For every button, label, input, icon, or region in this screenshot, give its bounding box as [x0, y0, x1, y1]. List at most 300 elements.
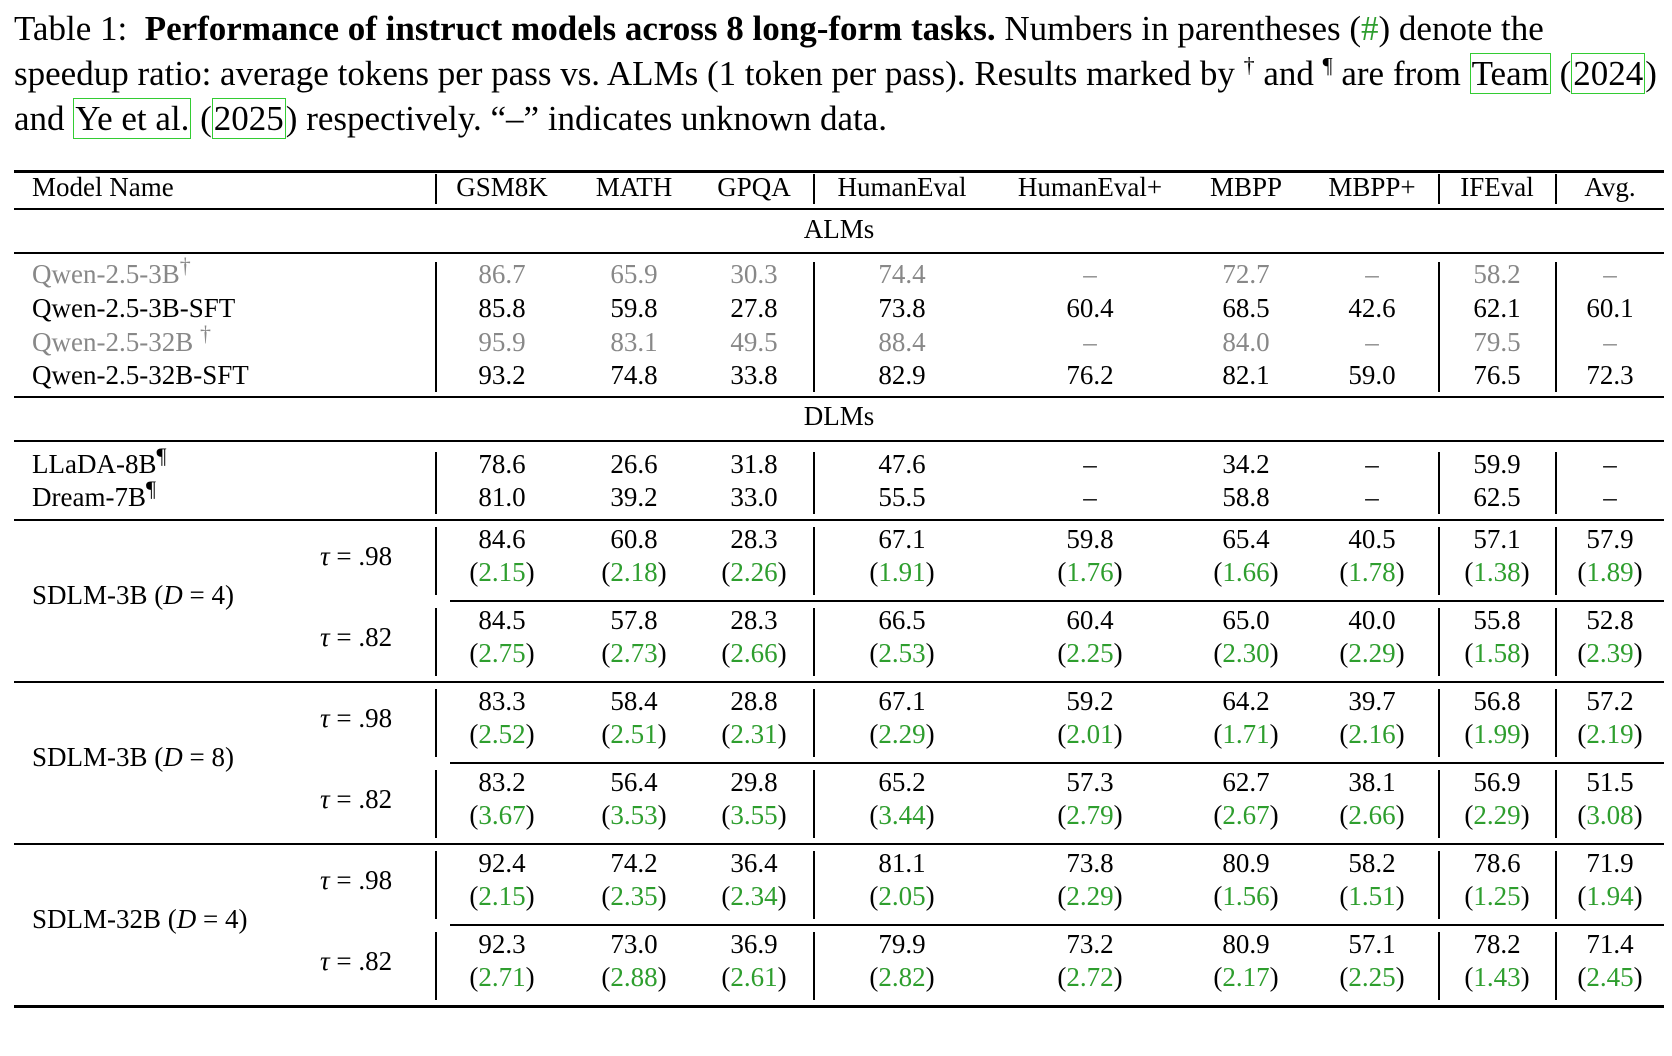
value-cell: 30.3 — [730, 259, 778, 289]
value-cell: 59.8 — [1066, 524, 1114, 554]
column-separator — [813, 174, 815, 204]
model-name — [32, 321, 211, 359]
speedup-cell — [1464, 556, 1529, 589]
paren-close: ) — [1633, 719, 1643, 749]
speedup-cell — [1577, 961, 1642, 994]
speedup-value: 2.34 — [730, 881, 778, 911]
column-separator — [1438, 174, 1440, 204]
speedup-cell — [469, 961, 534, 994]
group-model-name — [32, 579, 234, 612]
column-separator — [1438, 770, 1440, 838]
speedup-value: 3.44 — [878, 800, 926, 830]
paren-close: ) — [777, 557, 787, 587]
value-cell: 36.9 — [730, 929, 778, 959]
tau-label — [320, 702, 392, 735]
rule-line — [14, 519, 1664, 521]
value-cell: 73.8 — [1066, 848, 1114, 878]
speedup-value: 2.31 — [730, 719, 778, 749]
speedup-cell — [469, 556, 534, 589]
value-cell: 65.9 — [610, 259, 658, 289]
column-separator — [1555, 932, 1557, 1000]
tau-symbol: τ — [320, 541, 330, 571]
value-cell: 79.5 — [1473, 327, 1521, 357]
rule-line — [14, 396, 1664, 398]
caption-and: and — [1254, 54, 1323, 93]
value-cell: 58.4 — [610, 686, 658, 716]
ref-link-ye[interactable]: Ye et al. — [75, 99, 190, 138]
paren-open: ( — [1577, 557, 1587, 587]
paren-close: ) — [777, 962, 787, 992]
value-cell: 59.8 — [610, 293, 658, 323]
speedup-value: 2.45 — [1586, 962, 1634, 992]
speedup-value: 1.99 — [1473, 719, 1521, 749]
value-cell: 33.8 — [730, 360, 778, 390]
paren-open: ( — [869, 557, 879, 587]
speedup-cell — [1213, 880, 1278, 913]
value-cell: 60.1 — [1586, 293, 1634, 323]
header-gpqa: GPQA — [717, 172, 791, 202]
speedup-cell — [721, 961, 786, 994]
speedup-value: 1.71 — [1222, 719, 1270, 749]
model-name-text: Qwen-2.5-32B-SFT — [32, 360, 249, 390]
speedup-value: 2.88 — [610, 962, 658, 992]
caption-text-4: and — [14, 99, 74, 138]
value-cell: 71.9 — [1586, 848, 1634, 878]
speedup-cell — [1213, 637, 1278, 670]
paren-close: ) — [657, 962, 667, 992]
column-separator — [1438, 932, 1440, 1000]
speedup-cell — [869, 556, 934, 589]
group-name-part: D — [176, 904, 197, 934]
paren-close: ) — [1113, 638, 1123, 668]
value-cell: 85.8 — [478, 293, 526, 323]
value-cell: 80.9 — [1222, 848, 1270, 878]
rule-line — [14, 252, 1664, 254]
paren-close: ) — [657, 638, 667, 668]
speedup-value: 2.17 — [1222, 962, 1270, 992]
paren-close: ) — [1633, 557, 1643, 587]
paren-open: ( — [1464, 962, 1474, 992]
paren-close: ) — [1269, 962, 1279, 992]
value-cell: 82.1 — [1222, 360, 1270, 390]
speedup-cell — [1577, 556, 1642, 589]
column-separator — [435, 770, 437, 838]
paren-close: ) — [525, 962, 535, 992]
speedup-cell — [869, 637, 934, 670]
speedup-value: 2.29 — [1473, 800, 1521, 830]
speedup-value: 1.43 — [1473, 962, 1521, 992]
speedup-cell — [721, 637, 786, 670]
paren-close: ) — [1395, 881, 1405, 911]
rule-line — [450, 762, 1664, 764]
caption-hash: # — [1361, 9, 1379, 48]
column-separator — [1555, 527, 1557, 595]
value-cell: 28.3 — [730, 524, 778, 554]
paren-close: ) — [657, 800, 667, 830]
speedup-cell — [1464, 799, 1529, 832]
value-cell: 93.2 — [478, 360, 526, 390]
speedup-cell — [869, 961, 934, 994]
tau-symbol: τ — [320, 865, 330, 895]
value-cell: 39.2 — [610, 482, 658, 512]
column-separator — [1438, 689, 1440, 757]
paren-open: ( — [1213, 881, 1223, 911]
speedup-value: 2.35 — [610, 881, 658, 911]
paren-open: ( — [1577, 719, 1587, 749]
paren-close: ) — [925, 557, 935, 587]
speedup-cell — [469, 799, 534, 832]
speedup-value: 2.30 — [1222, 638, 1270, 668]
speedup-cell — [601, 637, 666, 670]
value-cell: 83.2 — [478, 767, 526, 797]
value-cell: 59.2 — [1066, 686, 1114, 716]
paren-close: ) — [1633, 881, 1643, 911]
value-cell: 74.2 — [610, 848, 658, 878]
paren-close: ) — [525, 557, 535, 587]
speedup-value: 2.71 — [478, 962, 526, 992]
value-cell: 84.6 — [478, 524, 526, 554]
ref-link-team[interactable]: Team — [1471, 54, 1549, 93]
column-separator — [1555, 689, 1557, 757]
paren-open: ( — [601, 638, 611, 668]
value-cell: 28.3 — [730, 605, 778, 635]
value-cell: 34.2 — [1222, 449, 1270, 479]
value-cell: 60.4 — [1066, 293, 1114, 323]
speedup-value: 2.01 — [1066, 719, 1114, 749]
value-cell: 60.8 — [610, 524, 658, 554]
value-cell: 29.8 — [730, 767, 778, 797]
speedup-cell — [721, 880, 786, 913]
value-cell: 33.0 — [730, 482, 778, 512]
paren-close: ) — [1395, 557, 1405, 587]
caption-label: Table 1: — [14, 9, 128, 48]
value-cell: 56.9 — [1473, 767, 1521, 797]
value-cell: 73.2 — [1066, 929, 1114, 959]
paren-close: ) — [1395, 800, 1405, 830]
model-name-text: LLaDA-8B — [32, 449, 157, 479]
rule-line — [14, 1005, 1664, 1008]
paren-close: ) — [1113, 881, 1123, 911]
speedup-cell — [601, 799, 666, 832]
paren-close: ) — [925, 800, 935, 830]
speedup-value: 1.58 — [1473, 638, 1521, 668]
value-cell: – — [1365, 482, 1379, 512]
tau-value: = .98 — [329, 541, 393, 571]
speedup-cell — [1339, 718, 1404, 751]
paren-open: ( — [721, 557, 731, 587]
paren-close: ) — [1520, 962, 1530, 992]
speedup-value: 1.51 — [1348, 881, 1396, 911]
paren-close: ) — [1113, 962, 1123, 992]
caption-dagger: † — [1243, 52, 1255, 78]
paren-open: ( — [1339, 881, 1349, 911]
table-caption: Table 1: Performance of instruct models across 8 long-form tasks. Numbers in parentheses (#) denote the speedup ratio: average tokens per pass vs. ALMs (1 token per pass). Results marked by † and ¶ are from Team (2024) and Ye et al. (2025) respectively. “–” indicates unknown data. — [14, 9, 1657, 138]
speedup-cell — [1339, 637, 1404, 670]
speedup-cell — [1213, 961, 1278, 994]
model-name-text: Qwen-2.5-3B — [32, 259, 180, 289]
ref-link-ye-year[interactable]: 2025 — [213, 99, 284, 138]
header-humaneval: HumanEval — [837, 172, 967, 202]
speedup-value: 2.25 — [1066, 638, 1114, 668]
value-cell: 78.6 — [1473, 848, 1521, 878]
value-cell: 71.4 — [1586, 929, 1634, 959]
paren-open: ( — [1464, 638, 1474, 668]
speedup-value: 3.67 — [478, 800, 526, 830]
speedup-cell — [1339, 556, 1404, 589]
speedup-value: 2.05 — [878, 881, 926, 911]
speedup-value: 1.66 — [1222, 557, 1270, 587]
paren-open: ( — [721, 800, 731, 830]
speedup-cell — [721, 718, 786, 751]
column-separator — [435, 689, 437, 757]
paren-close: ) — [1113, 800, 1123, 830]
group-name-part: SDLM-3B ( — [32, 580, 164, 610]
speedup-value: 1.91 — [878, 557, 926, 587]
paren-close: ) — [1269, 881, 1279, 911]
paren-open: ( — [601, 962, 611, 992]
caption-title: Performance of instruct models across 8 long-form tasks. — [144, 9, 996, 48]
rule-line — [14, 208, 1664, 210]
speedup-cell — [1339, 961, 1404, 994]
value-cell: 64.2 — [1222, 686, 1270, 716]
rule-line — [14, 681, 1664, 683]
value-cell: 73.8 — [878, 293, 926, 323]
paren-open: ( — [469, 719, 479, 749]
paren-open: ( — [1213, 800, 1223, 830]
value-cell: 57.1 — [1348, 929, 1396, 959]
column-separator — [435, 851, 437, 919]
paren-open: ( — [721, 719, 731, 749]
value-cell: – — [1083, 482, 1097, 512]
speedup-value: 1.56 — [1222, 881, 1270, 911]
column-separator — [435, 932, 437, 1000]
paren-close: ) — [925, 719, 935, 749]
speedup-value: 2.79 — [1066, 800, 1114, 830]
header-mbpp-: MBPP+ — [1328, 172, 1416, 202]
paren-open: ( — [1213, 557, 1223, 587]
value-cell: 78.6 — [478, 449, 526, 479]
column-separator — [813, 851, 815, 919]
speedup-value: 2.15 — [478, 557, 526, 587]
ref-link-team-year[interactable]: 2024 — [1573, 54, 1644, 93]
column-separator — [1438, 527, 1440, 595]
column-separator — [1555, 851, 1557, 919]
column-separator — [813, 262, 815, 392]
paren-close: ) — [525, 800, 535, 830]
value-cell: 56.4 — [610, 767, 658, 797]
tau-value: = .98 — [329, 865, 393, 895]
value-cell: 57.1 — [1473, 524, 1521, 554]
speedup-cell — [469, 718, 534, 751]
speedup-cell — [721, 799, 786, 832]
column-separator — [1438, 608, 1440, 676]
speedup-cell — [869, 718, 934, 751]
results-table — [14, 170, 1664, 1046]
value-cell: 66.5 — [878, 605, 926, 635]
paren-close: ) — [1633, 800, 1643, 830]
paren-open: ( — [469, 638, 479, 668]
column-separator — [813, 932, 815, 1000]
column-separator — [435, 452, 437, 514]
tau-value: = .98 — [329, 703, 393, 733]
paren-close: ) — [657, 557, 667, 587]
speedup-cell — [1464, 961, 1529, 994]
group-name-part: = 4) — [196, 904, 248, 934]
speedup-value: 2.25 — [1348, 962, 1396, 992]
value-cell: 52.8 — [1586, 605, 1634, 635]
value-cell: 72.3 — [1586, 360, 1634, 390]
paren-open: ( — [469, 800, 479, 830]
paren-open: ( — [1057, 962, 1067, 992]
paren-open: ( — [1057, 719, 1067, 749]
speedup-value: 2.29 — [1348, 638, 1396, 668]
speedup-value: 1.89 — [1586, 557, 1634, 587]
paren-close: ) — [525, 881, 535, 911]
speedup-cell — [469, 880, 534, 913]
speedup-value: 2.16 — [1348, 719, 1396, 749]
speedup-cell — [721, 556, 786, 589]
value-cell: 67.1 — [878, 686, 926, 716]
value-cell: 95.9 — [478, 327, 526, 357]
value-cell: 76.2 — [1066, 360, 1114, 390]
value-cell: 92.4 — [478, 848, 526, 878]
rule-line — [14, 843, 1664, 845]
value-cell: 92.3 — [478, 929, 526, 959]
speedup-value: 2.39 — [1586, 638, 1634, 668]
paren-open: ( — [1339, 638, 1349, 668]
paren-close: ) — [925, 638, 935, 668]
speedup-cell — [1577, 880, 1642, 913]
header-math: MATH — [595, 172, 673, 202]
speedup-cell — [1464, 718, 1529, 751]
paren-close: ) — [1520, 800, 1530, 830]
tau-symbol: τ — [320, 622, 330, 652]
paren-close: ) — [925, 962, 935, 992]
paren-open: ( — [869, 962, 879, 992]
value-cell: 42.6 — [1348, 293, 1396, 323]
paren-close: ) — [1269, 557, 1279, 587]
value-cell: 76.5 — [1473, 360, 1521, 390]
section-label-alms: ALMs — [803, 214, 875, 244]
value-cell: – — [1083, 259, 1097, 289]
speedup-value: 2.18 — [610, 557, 658, 587]
value-cell: 58.2 — [1473, 259, 1521, 289]
paren-open: ( — [1057, 557, 1067, 587]
value-cell: 57.9 — [1586, 524, 1634, 554]
speedup-cell — [601, 556, 666, 589]
paren-close: ) — [1633, 962, 1643, 992]
paren-close: ) — [777, 638, 787, 668]
model-name — [32, 359, 249, 392]
paren-open: ( — [869, 638, 879, 668]
speedup-cell — [469, 637, 534, 670]
paren-open: ( — [1577, 962, 1587, 992]
value-cell: 55.5 — [878, 482, 926, 512]
rule-line — [450, 600, 1664, 602]
column-separator — [1438, 262, 1440, 392]
group-name-part: = 8) — [182, 742, 234, 772]
column-separator — [813, 608, 815, 676]
value-cell: 65.4 — [1222, 524, 1270, 554]
column-separator — [1555, 770, 1557, 838]
value-cell: 40.0 — [1348, 605, 1396, 635]
value-cell: 88.4 — [878, 327, 926, 357]
tau-symbol: τ — [320, 946, 330, 976]
value-cell: 57.8 — [610, 605, 658, 635]
value-cell: 74.8 — [610, 360, 658, 390]
paren-open: ( — [601, 557, 611, 587]
speedup-cell — [1057, 637, 1122, 670]
speedup-cell — [1213, 556, 1278, 589]
speedup-value: 2.82 — [878, 962, 926, 992]
column-separator — [1555, 262, 1557, 392]
value-cell: 60.4 — [1066, 605, 1114, 635]
value-cell: 86.7 — [478, 259, 526, 289]
group-name-part: D — [163, 742, 183, 772]
column-separator — [1555, 608, 1557, 676]
paren-open: ( — [469, 881, 479, 911]
speedup-value: 1.38 — [1473, 557, 1521, 587]
rule-line — [450, 924, 1664, 926]
paren-open: ( — [1057, 800, 1067, 830]
paren-close: ) — [1395, 962, 1405, 992]
paren-close: ) — [777, 881, 787, 911]
tau-label — [320, 945, 392, 978]
value-cell: 62.1 — [1473, 293, 1521, 323]
value-cell: 36.4 — [730, 848, 778, 878]
speedup-value: 1.94 — [1586, 881, 1634, 911]
speedup-cell — [1057, 799, 1122, 832]
speedup-value: 3.53 — [610, 800, 658, 830]
paren-open: ( — [721, 962, 731, 992]
tau-label — [320, 621, 392, 654]
value-cell: 49.5 — [730, 327, 778, 357]
speedup-value: 2.67 — [1222, 800, 1270, 830]
value-cell: – — [1083, 449, 1097, 479]
speedup-cell — [1057, 556, 1122, 589]
value-cell: 55.8 — [1473, 605, 1521, 635]
column-separator — [1555, 452, 1557, 514]
source-mark: ¶ — [156, 443, 167, 468]
speedup-cell — [1577, 718, 1642, 751]
paren-close: ) — [1113, 719, 1123, 749]
speedup-cell — [1057, 961, 1122, 994]
column-separator — [435, 608, 437, 676]
value-cell: 58.2 — [1348, 848, 1396, 878]
value-cell: 38.1 — [1348, 767, 1396, 797]
value-cell: – — [1365, 327, 1379, 357]
paren-open: ( — [1213, 962, 1223, 992]
value-cell: 82.9 — [878, 360, 926, 390]
paren-close: ) — [1395, 719, 1405, 749]
group-name-part: = 4) — [182, 580, 234, 610]
value-cell: 39.7 — [1348, 686, 1396, 716]
model-name — [32, 253, 191, 291]
value-cell: 65.2 — [878, 767, 926, 797]
caption-text-2: ) denote the speedup ratio: average tokens per pass vs. ALMs (1 token per pass). Results marked by — [14, 9, 1544, 93]
paren-open: ( — [869, 881, 879, 911]
speedup-value: 2.26 — [730, 557, 778, 587]
speedup-value: 2.51 — [610, 719, 658, 749]
speedup-value: 2.53 — [878, 638, 926, 668]
group-name-part: SDLM-32B ( — [32, 904, 177, 934]
speedup-cell — [1057, 718, 1122, 751]
speedup-cell — [1464, 637, 1529, 670]
speedup-value: 1.25 — [1473, 881, 1521, 911]
speedup-cell — [601, 718, 666, 751]
caption-text-3: are from — [1332, 54, 1470, 93]
value-cell: 65.0 — [1222, 605, 1270, 635]
